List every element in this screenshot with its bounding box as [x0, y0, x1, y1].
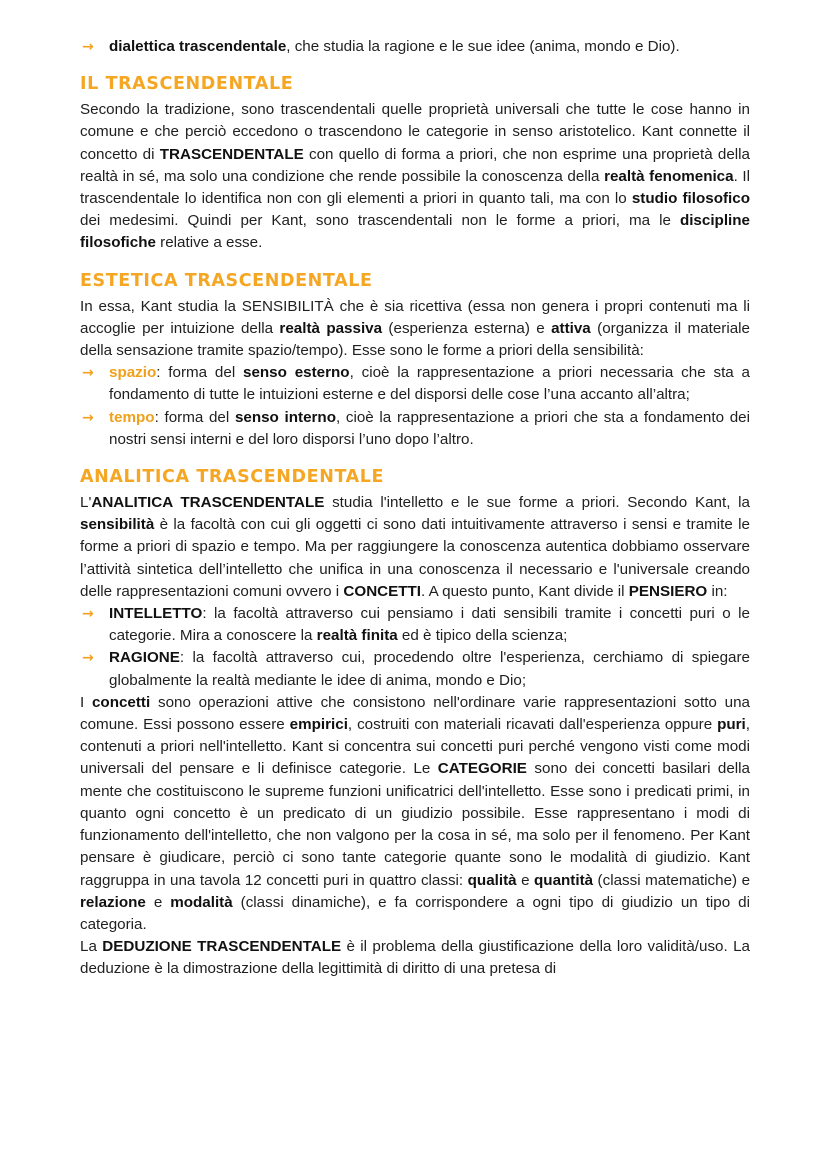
paragraph-estetica: [80, 296, 750, 363]
text-run: . A questo punto, Kant divide il: [421, 582, 629, 600]
bold-term: realtà fenomenica: [604, 167, 734, 185]
list-item: [80, 603, 750, 647]
text-run: dei medesimi. Quindi per Kant, sono trascendentali non le forme a priori, ma le: [80, 212, 680, 230]
list-item: [80, 36, 750, 58]
text-run: : la facoltà attraverso cui pensiamo i dati sensibili tramite i concetti puri o le categorie. Mira a conoscere la: [109, 605, 750, 645]
text-run: con quello di forma a priori, che non esprime una proprietà della realtà in sé, ma solo una condizione che rende possibile la conoscenza della: [80, 145, 750, 185]
bold-term: empirici: [289, 716, 348, 734]
text-run: studia l'intelletto e le sue forme a priori. Secondo Kant, la: [324, 494, 750, 512]
bold-term: CATEGORIE: [437, 760, 527, 778]
paragraph-trascendentale: [80, 99, 750, 254]
list-item: [80, 407, 750, 451]
highlight-term: tempo: [109, 408, 155, 426]
analitica-bullet-list: [80, 603, 750, 692]
bold-term: quantità: [534, 871, 594, 889]
bold-term: realtà passiva: [279, 319, 383, 337]
bold-term: PENSIERO: [628, 582, 708, 600]
bold-term: concetti: [91, 693, 151, 711]
text-run: sono operazioni attive che consistono nell'ordinare varie rappresentazioni sotto una comune. Essi possono essere: [80, 693, 750, 734]
text-run: , cioè la rappresentazione a priori necessaria che sta a fondamento di tutte le intuizioni esterne e del disporsi delle cose l’una accanto all’altra;: [109, 364, 750, 404]
arrow-bullet-icon: →: [82, 409, 94, 426]
arrow-bullet-icon: →: [82, 39, 94, 55]
text-run: e: [516, 871, 535, 889]
paragraph-analitica-1: [80, 492, 750, 603]
bold-term: DEDUZIONE TRASCENDENTALE: [102, 938, 342, 956]
text-run: : forma del: [154, 408, 235, 426]
text-run: e: [145, 893, 171, 911]
text-run: (classi matematiche) e: [593, 871, 751, 889]
bold-term: modalità: [170, 893, 233, 911]
highlight-term: spazio: [109, 364, 157, 382]
bold-term: discipline filosofiche: [80, 212, 750, 252]
text-run: relative a esse.: [155, 234, 263, 252]
bold-term: attiva: [551, 319, 591, 337]
list-item: [80, 647, 750, 691]
bold-term: puri: [717, 716, 746, 734]
text-run: , contenuti a priori nell'intelletto. Kant si concentra sui concetti puri perché vengono visti come modi universali del pensare e li definisce categorie. Le: [80, 716, 751, 778]
arrow-bullet-icon: →: [82, 606, 94, 623]
text-run: è la facoltà con cui gli oggetti ci sono dati intuitivamente attraverso i sensi e tramite le forme a priori di spazio e tempo. Ma per raggiungere la conoscenza autentica dobbiamo osservare l’attività sintetica dell’intelletto che unifica in una conoscenza il necessario e l'universale creando delle rappresentazioni comuni ovvero i: [80, 516, 750, 600]
text-run: In essa, Kant studia la SENSIBILITÀ che è sia ricettiva (essa non genera i propri contenuti ma li accoglie per intuizione della: [80, 297, 750, 337]
text-run: I: [80, 693, 92, 711]
bold-term: sensibilità: [80, 516, 155, 534]
text-run: (classi dinamiche), e fa corrispondere a ogni tipo di giudizio un tipo di categoria.: [80, 893, 750, 933]
text-run: . Il trascendentale lo identifica non con gli elementi a priori in quanto tali, ma con lo: [80, 167, 750, 208]
bold-term: qualità: [467, 871, 517, 889]
text-run: : la facoltà attraverso cui, procedendo oltre l'esperienza, cerchiamo di spiegare globalmente la realtà mediante le idee di anima, mondo e Dio;: [109, 649, 750, 689]
text-run: , che studia la ragione e le sue idee (anima, mondo e Dio).: [286, 38, 680, 55]
text-run: Secondo la tradizione, sono trascendentali quelle proprietà universali che tutte le cose hanno in comune e che perciò eccedono o trascendono le categorie in senso aristotelico. Kant connette il concetto di: [80, 101, 750, 163]
text-run: (organizza il materiale della sensazione tramite spazio/tempo). Esse sono le forme a priori della sensibilità:: [80, 319, 751, 360]
section-heading-estetica: ESTETICA TRASCENDENTALE: [80, 270, 373, 291]
text-run: , costruiti con materiali ricavati dall'esperienza oppure: [347, 716, 718, 734]
bold-term: senso esterno: [243, 364, 350, 382]
bold-term: dialettica trascendentale: [109, 38, 287, 55]
intro-bullet-list: [80, 36, 750, 58]
section-heading-trascendentale: IL TRASCENDENTALE: [80, 74, 294, 95]
paragraph-analitica-3: [80, 936, 750, 980]
arrow-bullet-icon: →: [82, 650, 94, 667]
arrow-bullet-icon: →: [82, 365, 94, 382]
document-page: [80, 36, 750, 981]
text-run: in:: [707, 582, 728, 600]
text-run: ed è tipico della scienza;: [397, 627, 568, 645]
bold-term: senso interno: [234, 408, 336, 426]
bold-term: studio filosofico: [631, 190, 750, 208]
list-item: [80, 362, 750, 406]
bold-term: realtà finita: [316, 627, 398, 645]
text-run: è il problema della giustificazione della loro validità/uso. La deduzione è la dimostrazione della legittimità di diritto di una pretesa di: [80, 938, 750, 978]
estetica-bullet-list: [80, 362, 750, 451]
bold-term: INTELLETTO: [109, 605, 203, 623]
paragraph-analitica-2: [80, 692, 750, 936]
text-run: L': [80, 494, 92, 512]
text-run: : forma del: [156, 364, 244, 382]
bold-term: CONCETTI: [343, 582, 422, 600]
text-run: sono dei concetti basilari della mente che costituiscono le supreme funzioni unificatrici dell'intelletto. Esse sono i predicati primi, in quanto ogni concetto è un predicato di un giudizio possibile. Esse rappresentano i modi di funzionamento dell'intelletto, che non valgono per la cosa in sé, ma solo per il fenomeno. Per Kant pensare è giudicare, perciò ci sono tante categorie quante sono le modalità di giudizio. Kant raggruppa in una tavola 12 concetti puri in quattro classi:: [80, 760, 751, 889]
text-run: (esperienza esterna) e: [382, 319, 552, 337]
text-run: , cioè la rappresentazione a priori che sta a fondamento dei nostri sensi interni e del loro disporsi l’uno dopo l’altro.: [109, 408, 750, 448]
section-heading-analitica: ANALITICA TRASCENDENTALE: [80, 467, 385, 488]
bold-term: TRASCENDENTALE: [159, 145, 304, 163]
text-run: La: [80, 938, 103, 956]
bold-term: ANALITICA TRASCENDENTALE: [91, 494, 325, 512]
bold-term: relazione: [80, 893, 146, 911]
bold-term: RAGIONE: [109, 649, 180, 667]
